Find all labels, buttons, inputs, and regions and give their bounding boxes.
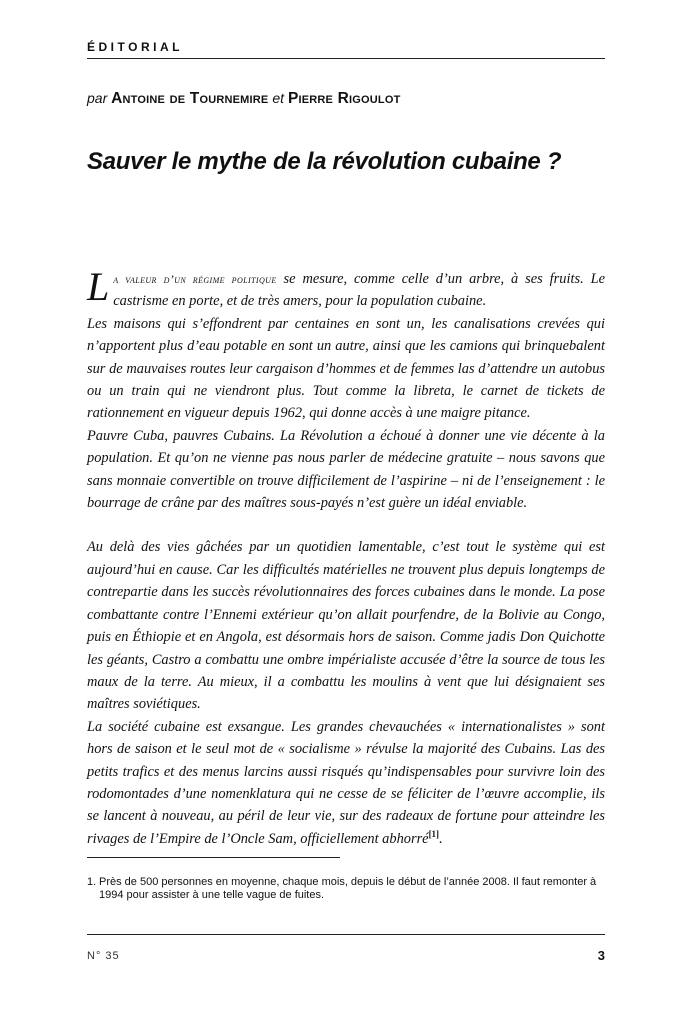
footer-rule (87, 934, 605, 935)
article-body (87, 264, 605, 850)
paragraph-lead (87, 264, 605, 313)
final-period: . (439, 830, 443, 847)
paragraph-last (87, 716, 605, 850)
header-rule (87, 58, 605, 59)
author-2: Pierre Rigoulot (287, 90, 401, 107)
byline (87, 90, 401, 108)
section-label: ÉDITORIAL (87, 40, 183, 54)
page-number: 3 (597, 948, 605, 963)
footnote-text: Près de 500 personnes en moyenne, chaque mois, depuis le début de l’année 2008. Il faut remonter à 1994 pour assister à une telle vague de fuites. (99, 876, 597, 901)
paragraph: Au delà des vies gâchées par un quotidien lamentable, c’est tout le système qui est aujourd’hui en cause. Car les difficultés matérielles ne trouvent plus depuis longtemps de contrepartie dans les succès révolutionnaires des forces cubaines dans le monde. La pose combattante contre l’Ennemi extérieur qu’on allait pourfendre, de la Bolivie au Congo, puis en Éthiopie et en Angola, est désormais hors de saison. Comme jadis Don Quichotte les géants, Castro a combattu une ombre impérialiste accusée d’être la source de tous les maux de la terre. Au mieux, il a combattu les moulins à vent que lui désignaient ses maîtres soviétiques. (87, 539, 605, 713)
article-title: Sauver le mythe de la révolution cubaine ? (87, 148, 562, 175)
drop-cap: L (87, 264, 110, 309)
lead-text: se mesure, comme celle d’un arbre, à ses fruits. Le castrisme en porte, et de très amers, pour la population cubaine. (113, 271, 605, 310)
author-1: Antoine de Tournemire (111, 90, 269, 107)
footnote-rule (87, 857, 340, 858)
lead-smallcaps: a valeur d’un régime politique (113, 272, 277, 286)
footnote-reference[interactable]: [1] (428, 828, 440, 839)
footnote-number: 1. (87, 876, 97, 888)
paragraph-text: La société cubaine est exsangue. Les grandes chevauchées « internationalistes » sont hors de saison et le seul mot de « socialisme » révulse la majorité des Cubains. Las des petits trafics et des menus larcins aussi risqués qu’indispensables pour survivre loin des rodomontades d’une nomenklatura qui ne cesse de se féliciter de l’œuvre accomplie, ils se lancent à nouveau, au péril de leur vie, sur des radeaux de fortune pour atteindre les rivages de l’Empire de l’Oncle Sam, officiellement abhorré (87, 718, 605, 847)
byline-et: et (272, 90, 285, 106)
paragraph: Pauvre Cuba, pauvres Cubains. La Révolution a échoué à donner une vie décente à la population. Et qu’on ne vienne pas nous parler de médecine gratuite – nous savons que sans monnaie convertible on trouve difficilement de l’aspirine – ni de l’enseignement : le bourrage de crâne par des maîtres sous-payés n’est guère un idéal enviable. (87, 427, 605, 512)
byline-par: par (87, 90, 108, 106)
footnote (87, 876, 605, 902)
issue-number: N° 35 (87, 950, 120, 962)
paragraph: Les maisons qui s’effondrent par centaines en sont un, les canalisations crevées qui n’apportent plus d’eau potable en sont un autre, ainsi que les camions qui brinquebalent sur de mauvaises routes leur cargaison d’hommes et de femmes las d’attendre un autobus ou un train qui ne viendront plus. Tout comme la libreta, le carnet de tickets de rationnement en vigueur depuis 1962, qui donne accès à une maigre pitance. (87, 315, 605, 422)
